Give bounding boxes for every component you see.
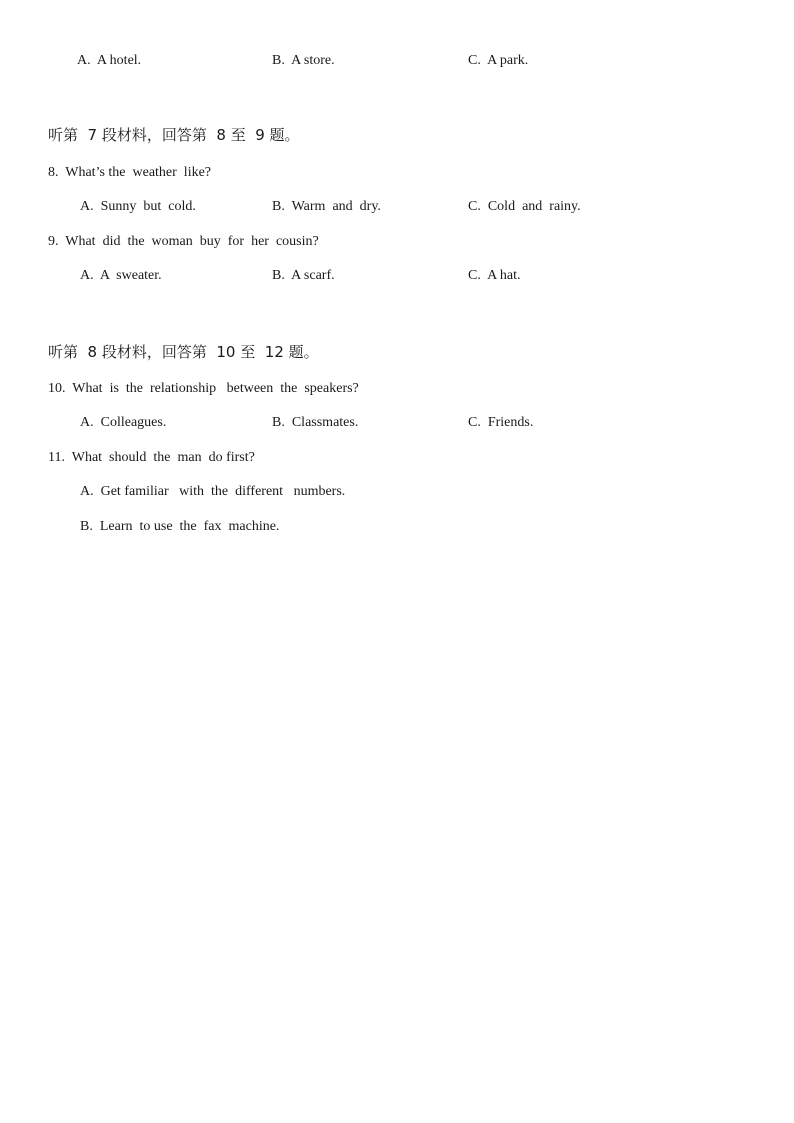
q8-question: 8. What’s the weather like? [48,165,212,180]
q10-option-a: A. Colleagues. [80,415,167,430]
q7-option-b: B. A store. [272,53,335,68]
q9-option-b: B. A scarf. [272,268,335,283]
q10-option-b: B. Classmates. [272,415,359,430]
q9-option-c: C. A hat. [468,268,521,283]
q8-option-c: C. Cold and rainy. [468,199,581,214]
q8-option-a: A. Sunny but cold. [80,199,196,214]
q9-option-a: A. A sweater. [80,268,162,283]
q10-question: 10. What is the relationship between the speakers? [48,381,359,396]
q11-option-b: B. Learn to use the fax machine. [80,519,280,534]
q8-option-b: B. Warm and dry. [272,199,381,214]
q9-question: 9. What did the woman buy for her cousin? [48,234,319,249]
q11-question: 11. What should the man do first? [48,450,255,465]
q10-option-c: C. Friends. [468,415,534,430]
q7-option-a: A. A hotel. [77,53,142,68]
q7-option-c: C. A park. [468,53,529,68]
section-8-heading: 听第 8 段材料，回答第 10 至 12 题。 [48,343,319,361]
q11-option-a: A. Get familiar with the different numbers. [80,484,346,499]
section-7-heading: 听第 7 段材料，回答第 8 至 9 题。 [48,126,300,144]
